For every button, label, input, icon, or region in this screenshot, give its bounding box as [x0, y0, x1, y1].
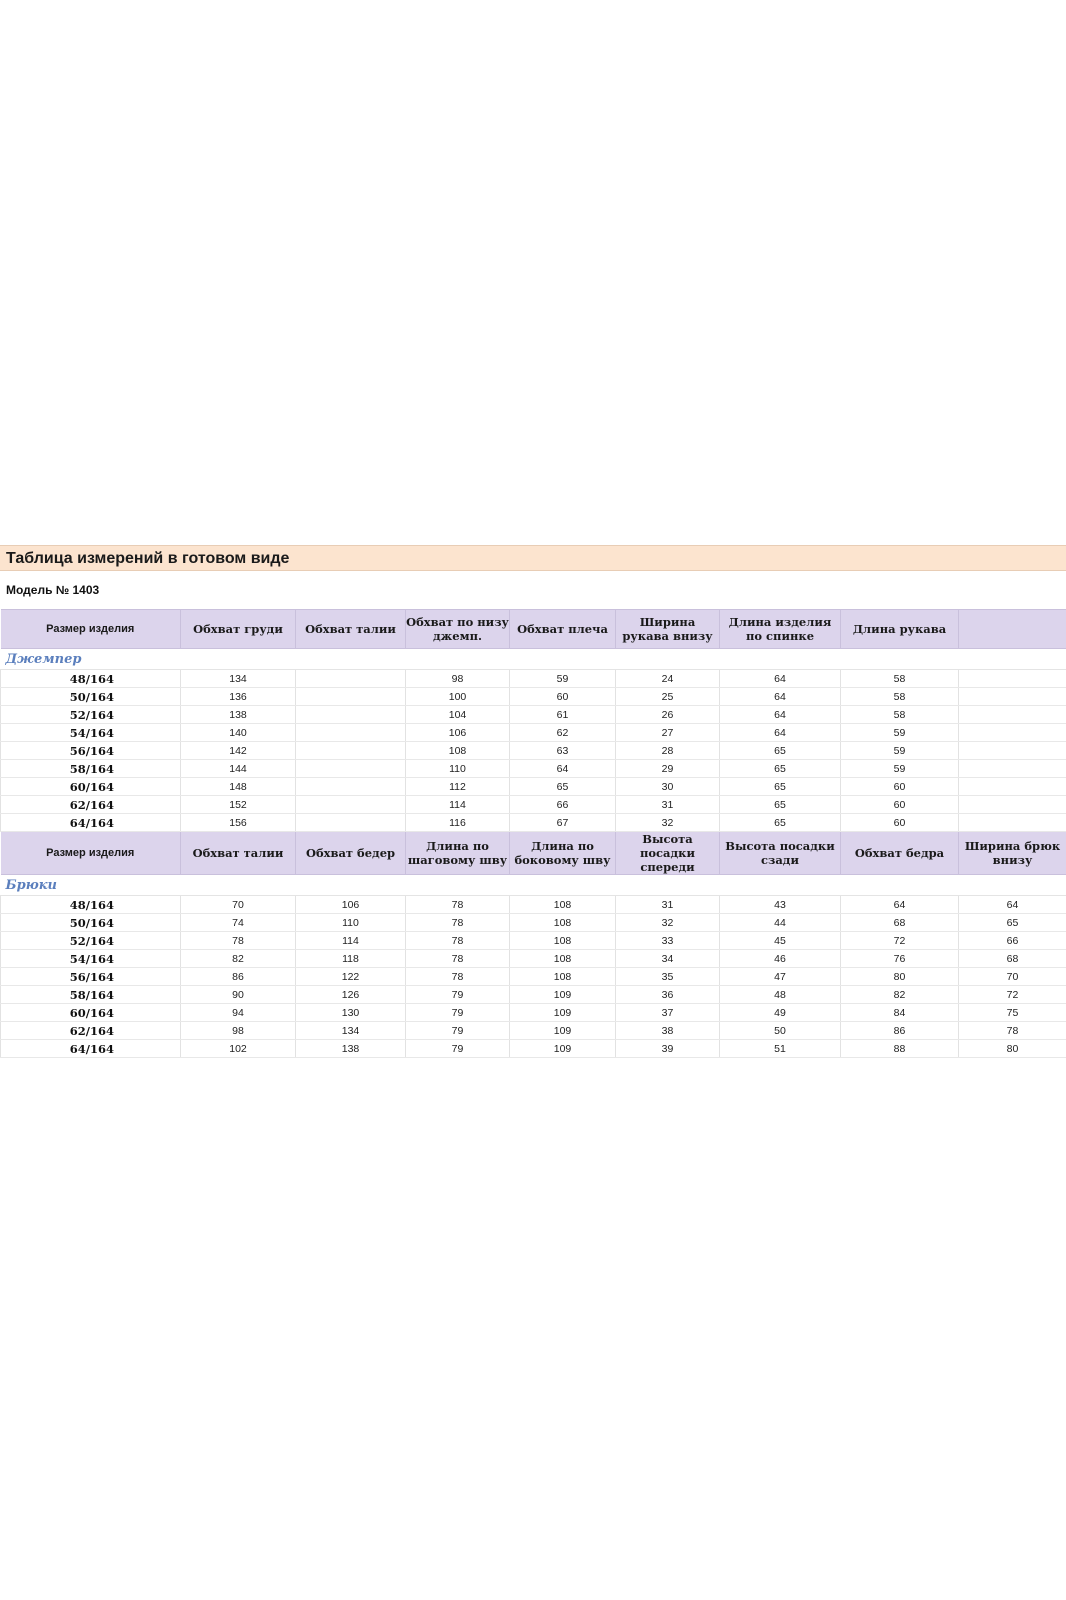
- table-row: [1, 814, 1066, 832]
- jumper-section-label: Джемпер: [1, 649, 1066, 670]
- table-row: [1, 742, 1066, 760]
- table-cell: 82: [181, 950, 296, 968]
- table-cell: 49: [720, 1004, 841, 1022]
- table-cell: 108: [510, 968, 616, 986]
- table-cell: 102: [181, 1040, 296, 1058]
- table-cell: [296, 796, 406, 814]
- size-cell: 62/164: [1, 796, 181, 814]
- table-cell: 60: [841, 814, 959, 832]
- size-cell: 48/164: [1, 670, 181, 688]
- table-row: [1, 932, 1066, 950]
- table-cell: 79: [406, 1004, 510, 1022]
- table-cell: 72: [841, 932, 959, 950]
- table-cell: [959, 688, 1066, 706]
- jumper-column-header: Размер изделия: [1, 610, 181, 649]
- table-cell: [296, 760, 406, 778]
- table-cell: 106: [406, 724, 510, 742]
- table-cell: 109: [510, 1004, 616, 1022]
- table-cell: [296, 706, 406, 724]
- table-cell: 50: [720, 1022, 841, 1040]
- table-cell: 70: [959, 968, 1066, 986]
- table-cell: 86: [841, 1022, 959, 1040]
- trousers-section-label: Брюки: [1, 875, 1066, 896]
- table-cell: 134: [181, 670, 296, 688]
- table-row: [1, 688, 1066, 706]
- table-cell: 64: [720, 706, 841, 724]
- table-cell: 51: [720, 1040, 841, 1058]
- table-cell: [959, 706, 1066, 724]
- size-table: [0, 609, 1066, 1058]
- table-cell: 130: [296, 1004, 406, 1022]
- table-cell: 27: [616, 724, 720, 742]
- table-row: [1, 724, 1066, 742]
- table-cell: 84: [841, 1004, 959, 1022]
- table-row: [1, 1022, 1066, 1040]
- table-cell: 43: [720, 896, 841, 914]
- table-cell: 64: [959, 896, 1066, 914]
- table-cell: 78: [406, 914, 510, 932]
- table-cell: 46: [720, 950, 841, 968]
- trousers-column-header: Высота посадки спереди: [616, 832, 720, 875]
- size-cell: 62/164: [1, 1022, 181, 1040]
- table-row: [1, 950, 1066, 968]
- table-row: [1, 760, 1066, 778]
- table-row: [1, 1004, 1066, 1022]
- table-cell: 58: [841, 688, 959, 706]
- jumper-column-header: [959, 610, 1066, 649]
- jumper-header-row: [1, 610, 1066, 649]
- table-row: [1, 670, 1066, 688]
- table-cell: 136: [181, 688, 296, 706]
- table-cell: 108: [510, 950, 616, 968]
- table-cell: 36: [616, 986, 720, 1004]
- table-cell: 29: [616, 760, 720, 778]
- table-row: [1, 778, 1066, 796]
- size-cell: 56/164: [1, 968, 181, 986]
- table-cell: 58: [841, 706, 959, 724]
- table-cell: 39: [616, 1040, 720, 1058]
- table-cell: 94: [181, 1004, 296, 1022]
- table-cell: 78: [406, 968, 510, 986]
- size-cell: 64/164: [1, 1040, 181, 1058]
- size-cell: 52/164: [1, 706, 181, 724]
- table-row: [1, 796, 1066, 814]
- table-cell: [959, 670, 1066, 688]
- table-cell: 70: [181, 896, 296, 914]
- table-cell: 110: [406, 760, 510, 778]
- table-cell: 104: [406, 706, 510, 724]
- jumper-column-header: Ширина рукава внизу: [616, 610, 720, 649]
- jumper-column-header: Длина рукава: [841, 610, 959, 649]
- jumper-column-header: Длина изделия по спинке: [720, 610, 841, 649]
- table-cell: 98: [406, 670, 510, 688]
- table-cell: 140: [181, 724, 296, 742]
- table-cell: 78: [181, 932, 296, 950]
- table-cell: 26: [616, 706, 720, 724]
- table-cell: 64: [510, 760, 616, 778]
- trousers-column-header: Обхват бедра: [841, 832, 959, 875]
- table-cell: 24: [616, 670, 720, 688]
- table-cell: 80: [841, 968, 959, 986]
- jumper-column-header: Обхват по низу джемп.: [406, 610, 510, 649]
- table-cell: 109: [510, 1040, 616, 1058]
- table-cell: 86: [181, 968, 296, 986]
- table-cell: 34: [616, 950, 720, 968]
- table-cell: 64: [841, 896, 959, 914]
- table-cell: [296, 814, 406, 832]
- table-cell: 108: [510, 896, 616, 914]
- table-cell: 59: [510, 670, 616, 688]
- table-cell: 118: [296, 950, 406, 968]
- trousers-column-header: Размер изделия: [1, 832, 181, 875]
- table-row: [1, 968, 1066, 986]
- table-cell: 38: [616, 1022, 720, 1040]
- table-cell: 80: [959, 1040, 1066, 1058]
- table-cell: 59: [841, 742, 959, 760]
- table-cell: 66: [959, 932, 1066, 950]
- size-cell: 64/164: [1, 814, 181, 832]
- table-cell: 31: [616, 896, 720, 914]
- trousers-column-header: Обхват бедер: [296, 832, 406, 875]
- table-cell: 142: [181, 742, 296, 760]
- table-cell: 112: [406, 778, 510, 796]
- size-cell: 60/164: [1, 1004, 181, 1022]
- jumper-column-header: Обхват груди: [181, 610, 296, 649]
- sheet-title: Таблица измерений в готовом виде: [0, 545, 1066, 571]
- size-cell: 52/164: [1, 932, 181, 950]
- table-cell: 66: [510, 796, 616, 814]
- table-cell: 156: [181, 814, 296, 832]
- table-cell: 144: [181, 760, 296, 778]
- table-cell: 63: [510, 742, 616, 760]
- table-cell: 65: [720, 814, 841, 832]
- model-number: Модель № 1403: [6, 583, 100, 597]
- trousers-column-header: Ширина брюк внизу: [959, 832, 1066, 875]
- size-cell: 48/164: [1, 896, 181, 914]
- trousers-header-row: [1, 832, 1066, 875]
- table-cell: 65: [959, 914, 1066, 932]
- table-cell: 32: [616, 814, 720, 832]
- table-cell: [959, 796, 1066, 814]
- size-cell: 58/164: [1, 986, 181, 1004]
- table-row: [1, 706, 1066, 724]
- size-cell: 54/164: [1, 950, 181, 968]
- table-cell: [959, 742, 1066, 760]
- table-cell: [296, 742, 406, 760]
- trousers-section-row: [1, 875, 1066, 896]
- table-row: [1, 914, 1066, 932]
- table-cell: 74: [181, 914, 296, 932]
- table-cell: 76: [841, 950, 959, 968]
- size-cell: 58/164: [1, 760, 181, 778]
- table-row: [1, 896, 1066, 914]
- table-cell: 79: [406, 1040, 510, 1058]
- table-cell: [959, 778, 1066, 796]
- size-cell: 56/164: [1, 742, 181, 760]
- size-table-body: [1, 610, 1066, 1058]
- table-cell: 59: [841, 724, 959, 742]
- table-cell: 33: [616, 932, 720, 950]
- table-cell: 78: [406, 950, 510, 968]
- table-row: [1, 986, 1066, 1004]
- table-cell: [959, 760, 1066, 778]
- table-cell: 31: [616, 796, 720, 814]
- table-cell: 138: [181, 706, 296, 724]
- trousers-column-header: Высота посадки сзади: [720, 832, 841, 875]
- table-cell: 79: [406, 1022, 510, 1040]
- table-cell: 60: [510, 688, 616, 706]
- table-cell: 65: [510, 778, 616, 796]
- table-cell: 78: [406, 896, 510, 914]
- table-cell: 58: [841, 670, 959, 688]
- size-cell: 54/164: [1, 724, 181, 742]
- table-cell: 109: [510, 1022, 616, 1040]
- table-cell: 67: [510, 814, 616, 832]
- table-cell: 61: [510, 706, 616, 724]
- table-cell: 25: [616, 688, 720, 706]
- table-cell: [296, 670, 406, 688]
- table-row: [1, 1040, 1066, 1058]
- table-cell: 110: [296, 914, 406, 932]
- table-cell: 138: [296, 1040, 406, 1058]
- table-cell: 64: [720, 688, 841, 706]
- table-cell: 65: [720, 796, 841, 814]
- table-cell: [959, 814, 1066, 832]
- table-cell: 88: [841, 1040, 959, 1058]
- table-cell: [296, 688, 406, 706]
- table-cell: 72: [959, 986, 1066, 1004]
- table-cell: 30: [616, 778, 720, 796]
- table-cell: 59: [841, 760, 959, 778]
- table-cell: 32: [616, 914, 720, 932]
- trousers-column-header: Длина по шаговому шву: [406, 832, 510, 875]
- table-cell: [959, 724, 1066, 742]
- size-cell: 50/164: [1, 914, 181, 932]
- table-cell: 47: [720, 968, 841, 986]
- table-cell: 65: [720, 742, 841, 760]
- table-cell: 109: [510, 986, 616, 1004]
- table-cell: 79: [406, 986, 510, 1004]
- size-cell: 50/164: [1, 688, 181, 706]
- table-cell: 35: [616, 968, 720, 986]
- jumper-column-header: Обхват талии: [296, 610, 406, 649]
- table-cell: 28: [616, 742, 720, 760]
- table-cell: 78: [406, 932, 510, 950]
- table-cell: 82: [841, 986, 959, 1004]
- jumper-column-header: Обхват плеча: [510, 610, 616, 649]
- size-cell: 60/164: [1, 778, 181, 796]
- table-cell: 148: [181, 778, 296, 796]
- table-cell: 65: [720, 778, 841, 796]
- table-cell: 98: [181, 1022, 296, 1040]
- table-cell: [296, 724, 406, 742]
- trousers-column-header: Обхват талии: [181, 832, 296, 875]
- table-cell: 114: [406, 796, 510, 814]
- table-cell: 37: [616, 1004, 720, 1022]
- table-cell: 108: [510, 932, 616, 950]
- table-cell: 68: [959, 950, 1066, 968]
- table-cell: 62: [510, 724, 616, 742]
- table-cell: 64: [720, 724, 841, 742]
- table-cell: 106: [296, 896, 406, 914]
- table-cell: 78: [959, 1022, 1066, 1040]
- table-cell: 64: [720, 670, 841, 688]
- table-cell: 90: [181, 986, 296, 1004]
- table-cell: 45: [720, 932, 841, 950]
- measurement-sheet: [0, 545, 1066, 1058]
- table-cell: 108: [510, 914, 616, 932]
- table-cell: 114: [296, 932, 406, 950]
- table-cell: 116: [406, 814, 510, 832]
- table-cell: 48: [720, 986, 841, 1004]
- table-cell: 108: [406, 742, 510, 760]
- table-cell: 75: [959, 1004, 1066, 1022]
- table-cell: 68: [841, 914, 959, 932]
- table-cell: 126: [296, 986, 406, 1004]
- table-cell: [296, 778, 406, 796]
- table-cell: 134: [296, 1022, 406, 1040]
- table-cell: 44: [720, 914, 841, 932]
- table-cell: 152: [181, 796, 296, 814]
- table-cell: 122: [296, 968, 406, 986]
- table-cell: 100: [406, 688, 510, 706]
- jumper-section-row: [1, 649, 1066, 670]
- trousers-column-header: Длина по боковому шву: [510, 832, 616, 875]
- table-cell: 60: [841, 796, 959, 814]
- table-cell: 60: [841, 778, 959, 796]
- table-cell: 65: [720, 760, 841, 778]
